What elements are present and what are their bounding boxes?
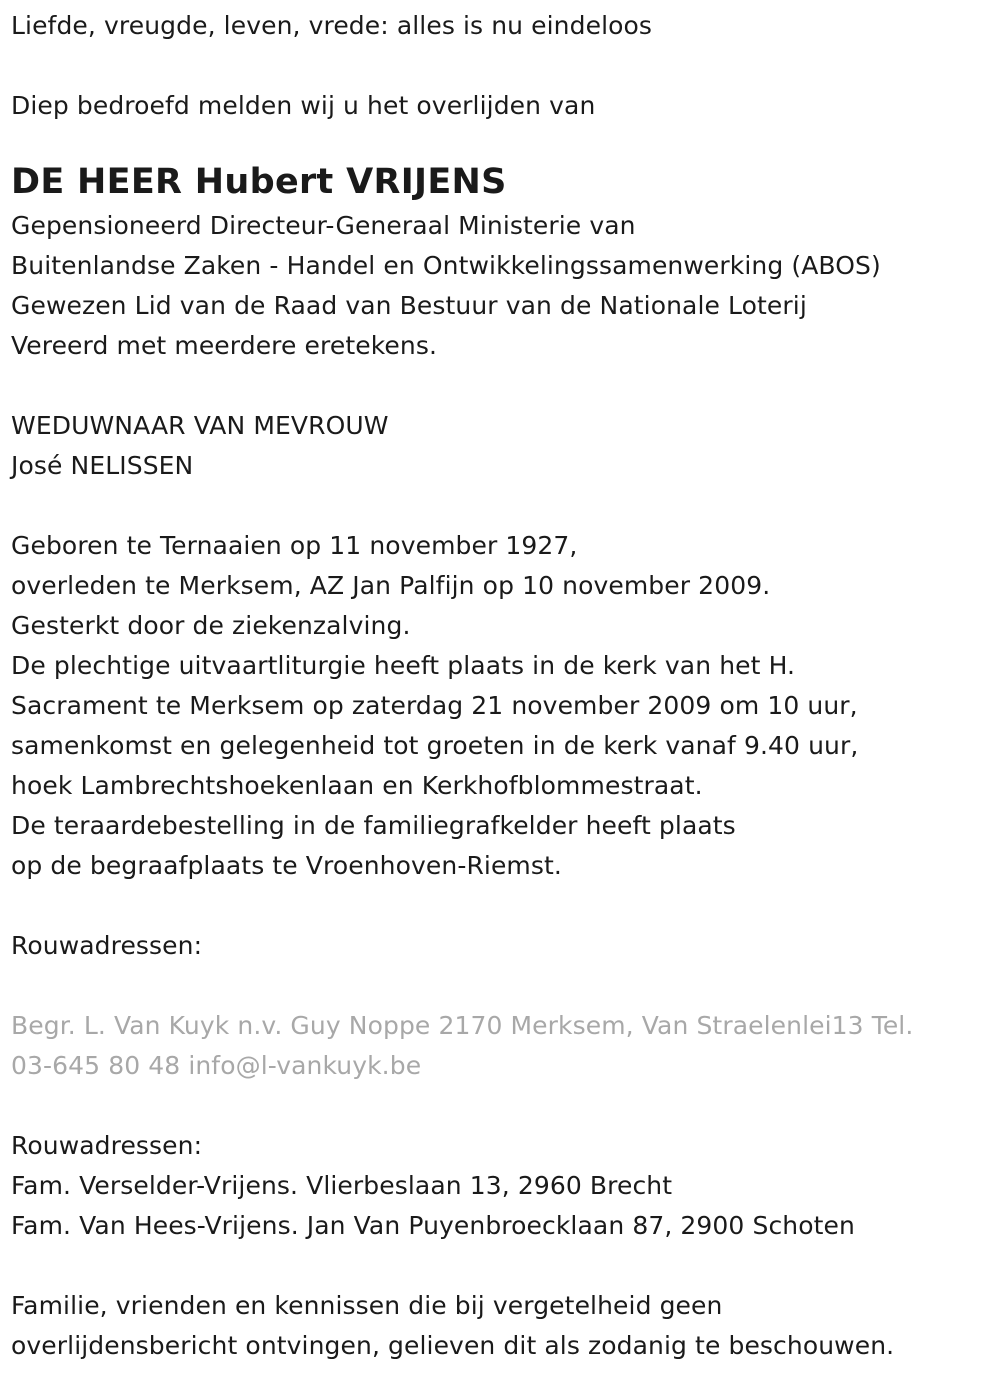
detail-line: De plechtige uitvaartliturgie heeft plaats in de kerk van het H. (11, 651, 796, 680)
family-address: Fam. Van Hees-Vrijens. Jan Van Puyenbroecklaan 87, 2900 Schoten (11, 1211, 855, 1240)
funeral-home-contact: 03-645 80 48 info@l-vankuyk.be (11, 1051, 422, 1080)
deceased-name: DE HEER Hubert VRIJENS (11, 162, 507, 202)
opening-quote: Liefde, vreugde, leven, vrede: alles is nu eindeloos (11, 11, 653, 40)
closing-note: overlijdensbericht ontvingen, gelieven dit als zodanig te beschouwen. (11, 1331, 895, 1360)
deceased-title-line: Gewezen Lid van de Raad van Bestuur van de Nationale Loterij (11, 291, 807, 320)
detail-line: op de begraafplaats te Vroenhoven-Riemst. (11, 851, 562, 880)
mourning-address-label: Rouwadressen: (11, 931, 203, 960)
deceased-title-line: Vereerd met meerdere eretekens. (11, 331, 437, 360)
detail-line: samenkomst en gelegenheid tot groeten in de kerk vanaf 9.40 uur, (11, 731, 859, 760)
family-address: Fam. Verselder-Vrijens. Vlierbeslaan 13, 2960 Brecht (11, 1171, 673, 1200)
spouse-name: José NELISSEN (11, 451, 194, 480)
closing-note: Familie, vrienden en kennissen die bij vergetelheid geen (11, 1291, 723, 1320)
detail-line: De teraardebestelling in de familiegrafkelder heeft plaats (11, 811, 736, 840)
spouse-label: WEDUWNAAR VAN MEVROUW (11, 411, 389, 440)
detail-line: Gesterkt door de ziekenzalving. (11, 611, 411, 640)
mourning-address-label: Rouwadressen: (11, 1131, 203, 1160)
deceased-title-line: Gepensioneerd Directeur-Generaal Ministerie van (11, 211, 636, 240)
funeral-home-line: Begr. L. Van Kuyk n.v. Guy Noppe 2170 Merksem, Van Straelenlei13 Tel. (11, 1011, 914, 1040)
deceased-title-line: Buitenlandse Zaken - Handel en Ontwikkelingssamenwerking (ABOS) (11, 251, 881, 280)
detail-line: Sacrament te Merksem op zaterdag 21 november 2009 om 10 uur, (11, 691, 858, 720)
detail-line: hoek Lambrechtshoekenlaan en Kerkhofblommestraat. (11, 771, 703, 800)
detail-line: overleden te Merksem, AZ Jan Palfijn op 10 november 2009. (11, 571, 771, 600)
detail-line: Geboren te Ternaaien op 11 november 1927, (11, 531, 578, 560)
announcement-intro: Diep bedroefd melden wij u het overlijden van (11, 91, 596, 120)
